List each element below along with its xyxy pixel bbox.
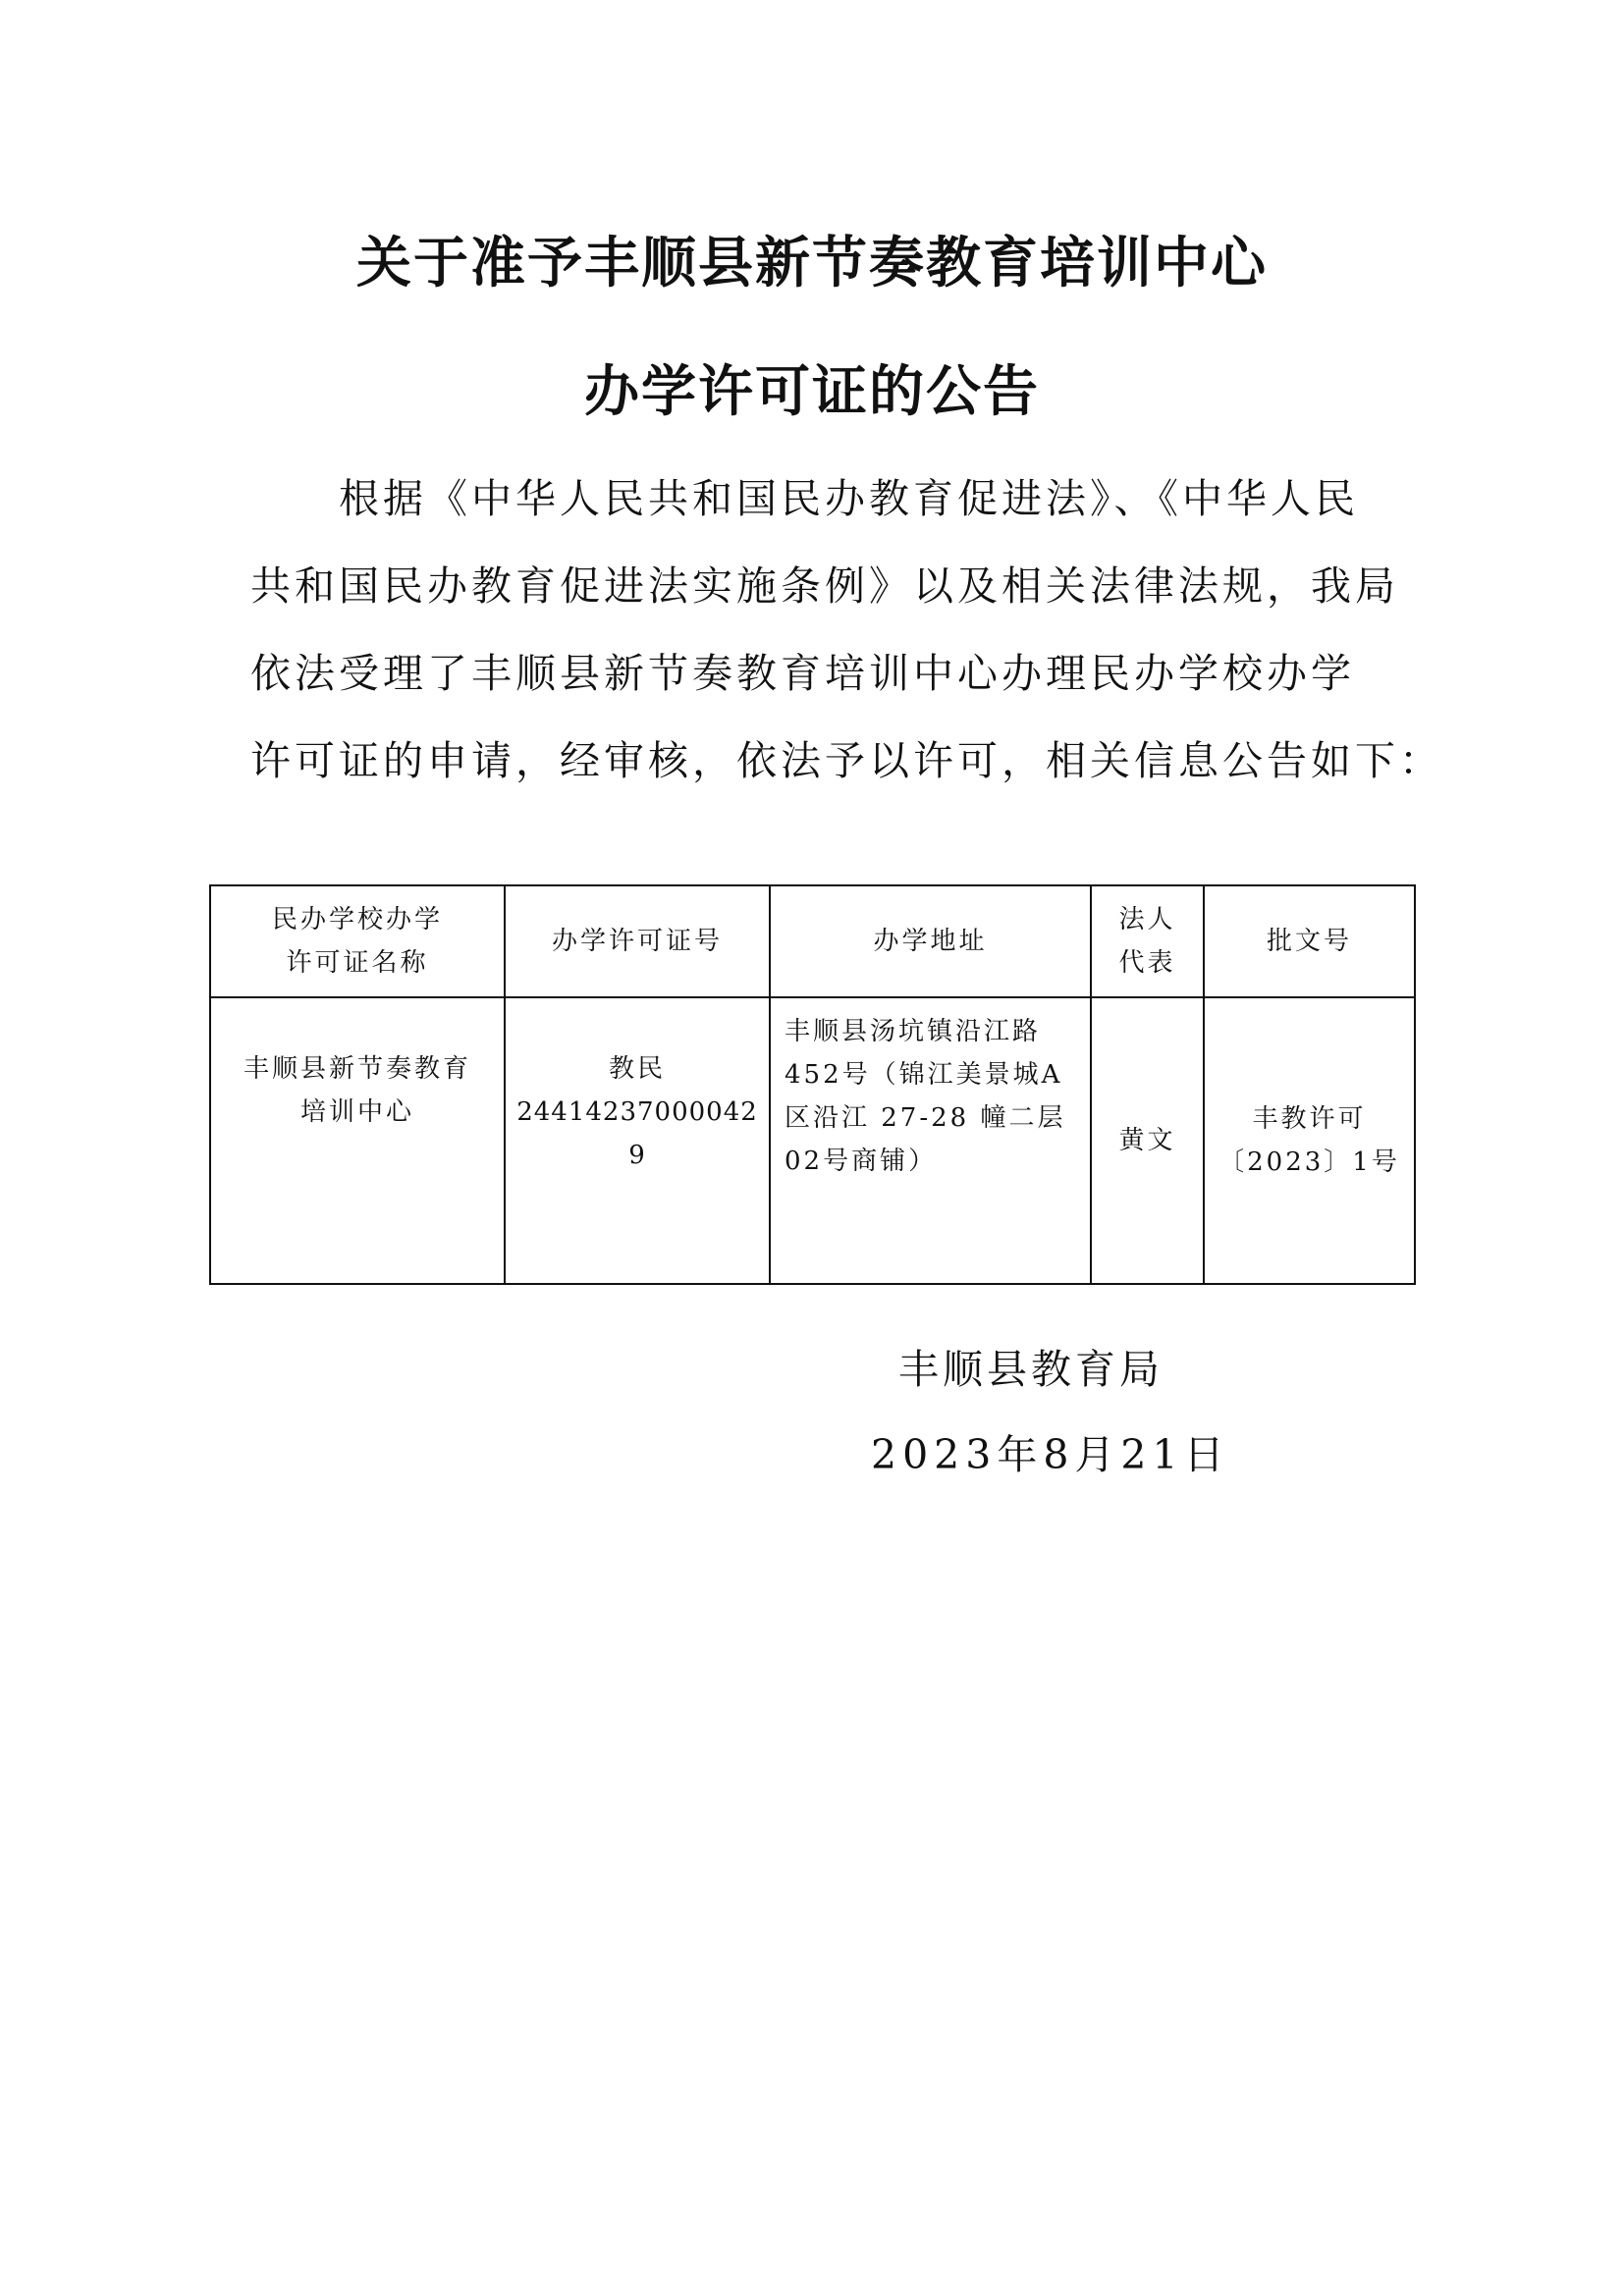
issue-date: 2023年8月21日 <box>871 1431 1230 1478</box>
header-legal-line-2: 代表 <box>1118 948 1176 978</box>
cell-school-name-line-2: 培训中心 <box>299 1097 414 1127</box>
header-legal-line-1: 法人 <box>1118 905 1176 934</box>
header-approval-number: 批文号 <box>1204 885 1415 997</box>
cell-approval-line-1: 丰教许可 <box>1252 1104 1367 1134</box>
cell-address <box>770 997 1091 1284</box>
document-title-line-2: 办学许可证的公告 <box>584 360 1040 424</box>
cell-permit-line-2: 244142370000429 <box>516 1097 758 1170</box>
cell-address-line-2: 452号（锦江美景城A <box>785 1060 1063 1090</box>
cell-address-line-1: 丰顺县汤坑镇沿江路 <box>785 1017 1042 1046</box>
header-legal-representative <box>1091 885 1204 997</box>
header-address: 办学地址 <box>770 885 1091 997</box>
table-row <box>210 997 1415 1284</box>
header-permit-number: 办学许可证号 <box>505 885 770 997</box>
cell-permit-number <box>505 997 770 1284</box>
header-school-name <box>210 885 505 997</box>
issuing-organization: 丰顺县教育局 <box>898 1346 1164 1393</box>
document-title-line-1: 关于准予丰顺县新节奏教育培训中心 <box>356 232 1268 295</box>
body-line-1: 根据《中华人民共和国民办教育促进法》、《中华人民 <box>339 475 1359 522</box>
cell-permit-line-1: 教民 <box>608 1054 666 1084</box>
body-line-2: 共和国民办教育促进法实施条例》以及相关法律法规，我局 <box>250 562 1399 610</box>
cell-school-name-line-1: 丰顺县新节奏教育 <box>243 1054 471 1084</box>
body-line-3: 依法受理了丰顺县新节奏教育培训中心办理民办学校办学 <box>250 650 1355 697</box>
body-line-4: 许可证的申请，经审核，依法予以许可，相关信息公告如下： <box>250 737 1443 784</box>
header-school-name-line-2: 许可证名称 <box>286 948 429 978</box>
table-header-row <box>210 885 1415 997</box>
cell-address-line-4: 02号商铺） <box>785 1147 938 1176</box>
cell-approval-number <box>1204 997 1415 1284</box>
cell-approval-line-2: 〔2023〕1号 <box>1218 1148 1400 1177</box>
permit-info-table <box>209 884 1416 1285</box>
cell-address-line-3: 区沿江 27-28 幢二层 <box>785 1103 1066 1133</box>
cell-legal-representative: 黄文 <box>1091 997 1204 1284</box>
header-school-name-line-1: 民办学校办学 <box>271 905 443 934</box>
cell-school-name <box>210 997 505 1284</box>
